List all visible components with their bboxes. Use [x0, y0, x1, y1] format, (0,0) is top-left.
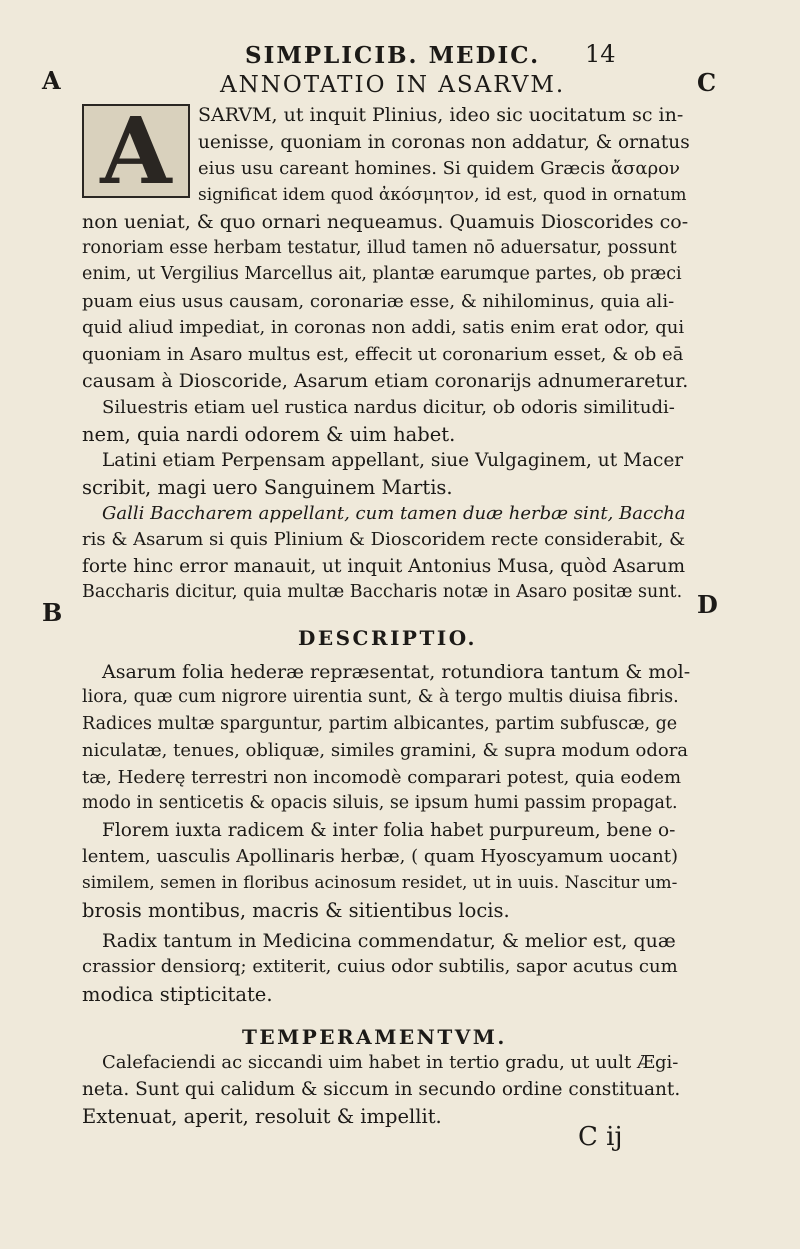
text-line: niculatæ, tenues, obliquæ, similes gramini, & supra modum odora — [82, 740, 689, 761]
text-line: quid aliud impediat, in coronas non addi, satis enim erat odor, qui — [82, 317, 685, 338]
running-title: SIMPLICIB. MEDIC. — [245, 42, 541, 69]
text-line: Calefaciendi ac siccandi uim habet in tertio gradu, ut uult Ægi- — [102, 1052, 679, 1073]
text-line: Latini etiam Perpensam appellant, siue Vulgaginem, ut Macer — [102, 450, 684, 471]
text-line: tæ, Hederę terrestri non incomodè comparari potest, quia eodem — [82, 767, 682, 788]
text-line: nem, quia nardi odorem & uim habet. — [82, 423, 456, 446]
signature-mark: C ij — [578, 1122, 623, 1152]
text-line: non ueniat, & quo ornari nequeamus. Quamuis Dioscorides co- — [82, 211, 689, 233]
text-line: significat idem quod ἀκόσμητον, id est, quod in ornatum — [198, 185, 687, 205]
text-line: ronoriam esse herbam testatur, illud tamen nō aduersatur, possunt — [82, 238, 677, 258]
text-line: modo in senticetis & opacis siluis, se ipsum humi passim propagat. — [82, 793, 678, 813]
margin-letter-c: C — [697, 68, 717, 97]
text-line: crassior densiorq; extiterit, cuius odor subtilis, sapor acutus cum — [82, 956, 678, 977]
text-line: eius usu careant homines. Si quidem Græcis ἄσαρον — [198, 158, 680, 179]
text-line: Florem iuxta radicem & inter folia habet purpureum, bene o- — [102, 820, 676, 841]
margin-letter-d: D — [697, 590, 718, 619]
text-line: neta. Sunt qui calidum & siccum in secundo ordine constituant. — [82, 1079, 681, 1100]
initial-letter: A — [100, 97, 172, 205]
text-line: Radices multæ sparguntur, partim albicantes, partim subfuscæ, ge — [82, 714, 678, 734]
decorated-initial — [82, 97, 190, 205]
text-line: Extenuat, aperit, resoluit & impellit. — [82, 1105, 442, 1128]
text-line: scribit, magi uero Sanguinem Martis. — [82, 476, 453, 499]
text-line: Siluestris etiam uel rustica nardus dicitur, ob odoris similitudi- — [102, 397, 675, 418]
text-line: enim, ut Vergilius Marcellus ait, plantæ earumque partes, ob præci — [82, 264, 682, 284]
text-line: liora, quæ cum nigrore uirentia sunt, & à tergo multis diuisa fibris. — [82, 687, 679, 707]
text-line: similem, semen in floribus acinosum residet, ut in uuis. Nascitur um- — [82, 873, 678, 893]
text-line: Radix tantum in Medicina commendatur, & melior est, quæ — [102, 930, 676, 952]
margin-letter-a: A — [42, 66, 61, 95]
text-line: modica stipticitate. — [82, 983, 273, 1006]
text-line: brosis montibus, macris & sitientibus locis. — [82, 899, 510, 922]
text-line: forte hinc error manauit, ut inquit Antonius Musa, quòd Asarum — [82, 556, 686, 577]
text-line: puam eius usus causam, coronariæ esse, & nihilominus, quia ali- — [82, 291, 675, 312]
text-line: ris & Asarum si quis Plinium & Dioscoridem recte considerabit, & — [82, 529, 686, 550]
text-line: Baccharis dicitur, quia multæ Baccharis notæ in Asaro positæ sunt. — [82, 582, 683, 602]
text-line: lentem, uasculis Apollinaris herbæ, ( quam Hyoscyamum uocant) — [82, 846, 678, 867]
text-line: causam à Dioscoride, Asarum etiam coronarijs adnumeraretur. — [82, 370, 689, 392]
section-title: ANNOTATIO IN ASARVM. — [220, 72, 566, 98]
text-line: Asarum folia hederæ repræsentat, rotundiora tantum & mol- — [102, 661, 691, 683]
text-line: quoniam in Asaro multus est, effecit ut coronarium esset, & ob eā — [82, 344, 684, 365]
text-line: uenisse, quoniam in coronas non addatur, & ornatus — [198, 132, 690, 153]
folio-number: 14 — [585, 40, 616, 68]
descriptio-heading: DESCRIPTIO. — [298, 626, 477, 650]
text-line: SARVM, ut inquit Plinius, ideo sic uocitatum sc in- — [198, 104, 684, 126]
margin-letter-b: B — [42, 598, 63, 627]
text-line: Galli Baccharem appellant, cum tamen duæ herbæ sint, Baccha — [102, 503, 686, 524]
temperamentum-heading: TEMPERAMENTVM. — [242, 1025, 507, 1049]
